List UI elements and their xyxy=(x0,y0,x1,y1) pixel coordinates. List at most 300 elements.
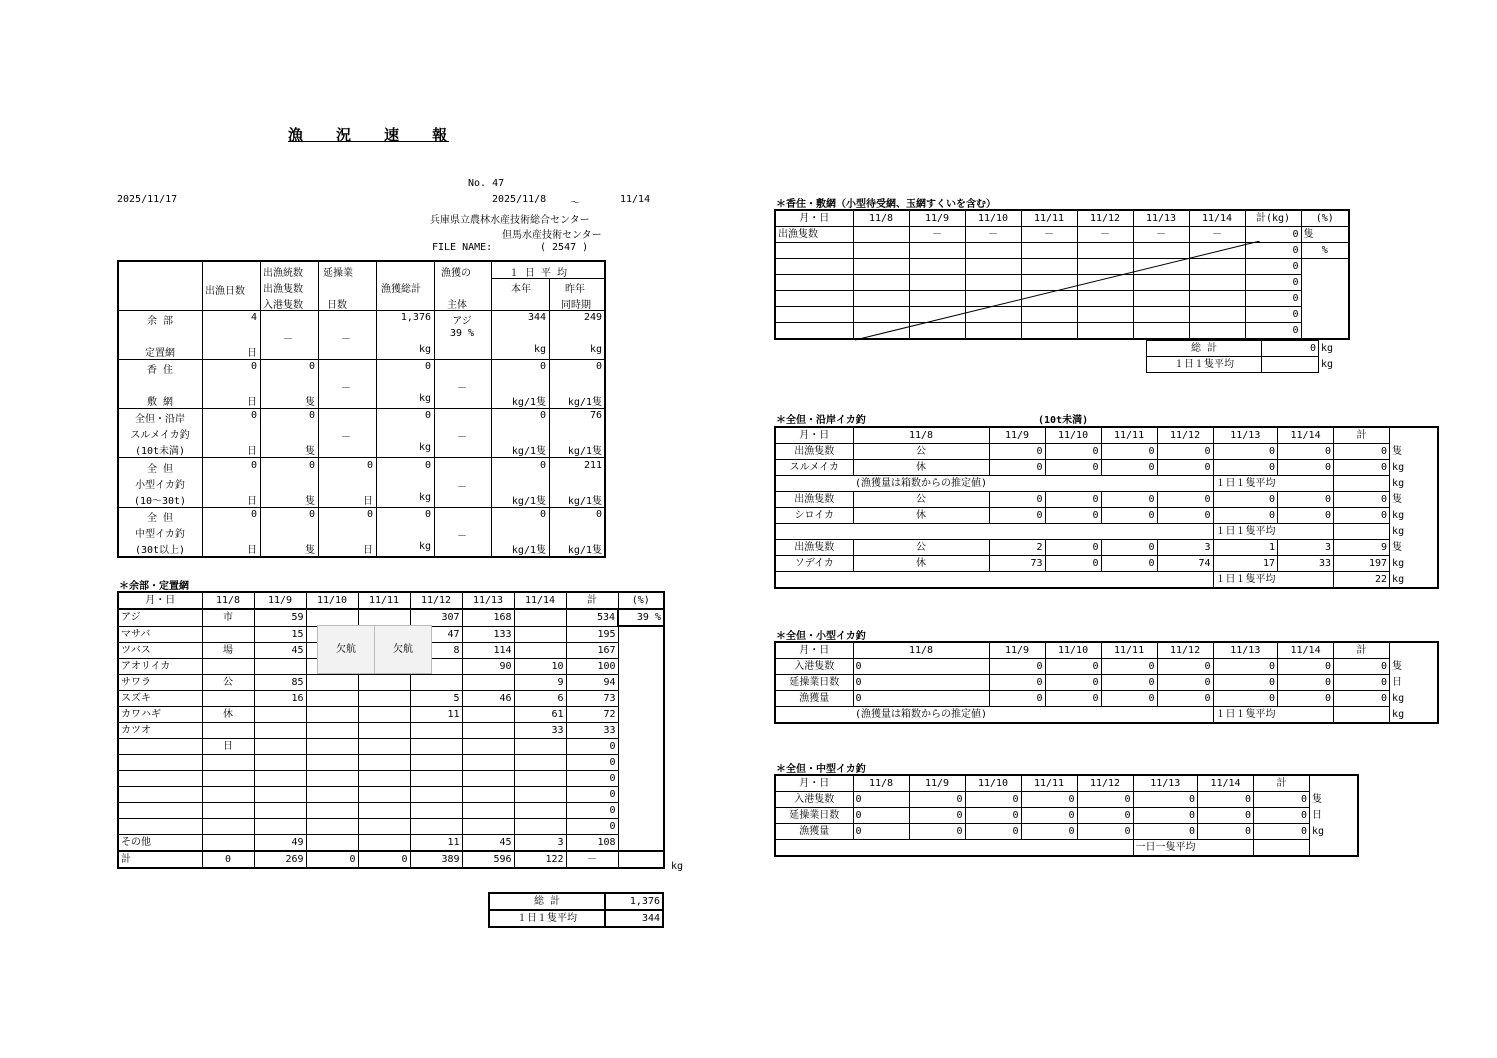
data-cell: 534 xyxy=(566,609,618,626)
data-cell: 0 xyxy=(1045,675,1101,691)
data-cell xyxy=(618,754,664,770)
note: (漁獲量は箱数からの推定値) xyxy=(855,478,988,489)
table-row xyxy=(775,691,1438,707)
column-header: 11/13 xyxy=(462,592,514,609)
data-cell: 73 xyxy=(566,690,618,706)
data-cell: 0 xyxy=(853,691,989,707)
data-cell: 0 xyxy=(1213,675,1278,691)
row-label: スルメイカ xyxy=(775,460,853,476)
table-row xyxy=(775,824,1358,840)
data-cell: kg xyxy=(1392,693,1405,704)
table-row xyxy=(118,851,664,868)
data-cell: 公 xyxy=(853,492,989,508)
data-cell: 0 xyxy=(1334,675,1390,691)
blank-cell xyxy=(853,572,989,589)
row-label: 漁獲量 xyxy=(775,691,853,707)
data-cell: 0 xyxy=(853,824,909,840)
data-cell: 11 xyxy=(410,834,462,851)
data-cell xyxy=(462,786,514,802)
row-label-2: 中型イカ釣 xyxy=(135,528,185,540)
data-cell: 0 xyxy=(1334,444,1390,460)
data-cell: 0 xyxy=(1198,808,1254,824)
data-cell xyxy=(618,722,664,738)
coastal-table xyxy=(774,426,1439,589)
species-name: アジ xyxy=(118,609,202,626)
row-label-2: スルメイカ釣 xyxy=(130,430,190,442)
table-row xyxy=(775,508,1438,524)
column-header: 11/11 xyxy=(1021,775,1077,792)
data-cell: 168 xyxy=(462,609,514,626)
last-year-value: 211 xyxy=(583,459,602,471)
column-header: 11/9 xyxy=(254,592,306,609)
main-species: － xyxy=(457,383,467,395)
row-label-3: (10t未満) xyxy=(134,446,186,458)
column-header: 11/14 xyxy=(1278,642,1334,659)
blank-cell xyxy=(1021,840,1077,857)
data-cell: 0 xyxy=(1278,508,1334,524)
data-cell: 0 xyxy=(1101,508,1157,524)
main-species: － xyxy=(457,432,467,444)
file-value: ( 2547 ) xyxy=(540,242,589,253)
data-cell: － xyxy=(1021,227,1077,243)
col-avg: １ 日 平 均 xyxy=(509,268,568,279)
column-header: 11/13 xyxy=(1213,642,1278,659)
data-cell: 休 xyxy=(202,706,254,722)
table-row xyxy=(118,770,664,786)
report-number: No. 47 xyxy=(468,178,505,189)
column-header: 11/9 xyxy=(989,427,1045,444)
data-cell: 0 xyxy=(1133,792,1198,808)
this-year-unit: kg xyxy=(533,344,546,355)
data-cell xyxy=(514,786,566,802)
total-value: 1,376 xyxy=(400,312,431,323)
data-cell: 0 xyxy=(853,808,909,824)
blank-cell xyxy=(989,707,1045,724)
data-cell xyxy=(254,658,306,674)
last-year-unit: kg/1隻 xyxy=(567,446,602,458)
summary-row xyxy=(119,310,604,360)
species-name xyxy=(118,802,202,818)
col-main-bot: 主体 xyxy=(447,300,467,311)
data-cell xyxy=(202,690,254,706)
data-cell: － xyxy=(566,851,618,868)
data-cell xyxy=(358,834,410,851)
data-cell: 日 xyxy=(1392,677,1403,688)
data-cell: 0 xyxy=(1021,808,1077,824)
data-cell xyxy=(202,658,254,674)
header-row xyxy=(118,592,664,609)
data-cell xyxy=(462,738,514,754)
data-cell: 0 xyxy=(989,508,1045,524)
column-header: 計 xyxy=(566,592,618,609)
data-cell: 33 xyxy=(566,722,618,738)
total-unit: kg xyxy=(418,393,431,405)
data-cell: 133 xyxy=(462,626,514,642)
days-value: 0 xyxy=(250,361,257,373)
kasumi-total xyxy=(1146,340,1336,373)
summary-row xyxy=(119,408,604,458)
avg-row xyxy=(775,840,1358,857)
data-cell xyxy=(202,786,254,802)
data-cell: 0 xyxy=(202,851,254,868)
blank-cell xyxy=(775,840,853,857)
blank-cell xyxy=(1045,524,1101,540)
blank-cell xyxy=(775,307,853,323)
row-label: 漁獲量 xyxy=(775,824,853,840)
blank-cell xyxy=(965,840,1021,857)
data-cell: 日 xyxy=(1312,810,1322,821)
data-cell: 16 xyxy=(254,690,306,706)
column-header: 月・日 xyxy=(775,775,853,792)
data-cell: 出漁隻数 xyxy=(775,227,853,243)
data-cell: 8 xyxy=(410,642,462,658)
row-label-1: 全 但 xyxy=(146,512,174,524)
row-label-1: 余 部 xyxy=(146,316,174,327)
blank-cell xyxy=(853,840,909,857)
data-cell xyxy=(306,722,358,738)
data-cell: 0 xyxy=(1157,460,1213,476)
blank-cell xyxy=(1045,572,1101,589)
last-year-value: 249 xyxy=(583,312,602,323)
data-cell: － xyxy=(1133,227,1189,243)
table-row xyxy=(118,722,664,738)
days-value: 0 xyxy=(250,508,257,520)
avg-value xyxy=(1254,840,1310,857)
column-header: 11/12 xyxy=(1157,427,1213,444)
avg-label: １日１隻平均 xyxy=(1213,707,1278,724)
days-value: 4 xyxy=(250,312,257,323)
data-cell xyxy=(618,786,664,802)
species-name: スズキ xyxy=(118,690,202,706)
data-cell xyxy=(514,802,566,818)
data-cell: 72 xyxy=(566,706,618,722)
data-cell: 94 xyxy=(566,674,618,690)
column-header: 11/8 xyxy=(853,775,909,792)
data-cell: 場 xyxy=(202,642,254,658)
data-cell xyxy=(462,706,514,722)
table-row xyxy=(775,460,1438,476)
data-cell xyxy=(618,706,664,722)
avg-value xyxy=(1334,476,1390,492)
col-boats-mid: 出漁隻数 xyxy=(263,284,303,295)
column-header: 11/8 xyxy=(853,427,989,444)
avg-label: １日１隻平均 xyxy=(489,910,605,927)
data-cell: 0 xyxy=(1101,675,1157,691)
table-row xyxy=(118,706,664,722)
table-row xyxy=(775,540,1438,556)
data-cell: 9 xyxy=(514,674,566,690)
data-cell: 3 xyxy=(1278,540,1334,556)
col-boats-bot: 入港隻数 xyxy=(263,300,303,311)
data-cell xyxy=(618,626,664,642)
data-cell: 11 xyxy=(410,706,462,722)
data-cell: 0 xyxy=(853,659,989,675)
data-cell xyxy=(462,802,514,818)
grand-total-label: 総 計 xyxy=(489,893,605,910)
column-header: 11/12 xyxy=(410,592,462,609)
blank-cell xyxy=(1157,572,1213,589)
data-cell: 0 xyxy=(989,659,1045,675)
data-cell xyxy=(618,658,664,674)
column-header: 11/12 xyxy=(1157,642,1213,659)
data-cell: 45 xyxy=(254,642,306,658)
species-name xyxy=(118,786,202,802)
data-cell: 0 xyxy=(1334,460,1390,476)
data-cell xyxy=(254,754,306,770)
blank-cell xyxy=(989,524,1045,540)
this-year-unit: kg/1隻 xyxy=(511,446,546,458)
data-cell: － xyxy=(965,227,1021,243)
row-label: 出漁隻数 xyxy=(775,444,853,460)
column-header: 11/9 xyxy=(909,775,965,792)
data-cell xyxy=(410,738,462,754)
last-year-value: 0 xyxy=(595,361,602,373)
blank-cell xyxy=(853,524,989,540)
data-cell: 休 xyxy=(853,460,989,476)
data-cell: 0 xyxy=(1245,259,1301,275)
total-value: 0 xyxy=(424,459,431,471)
column-header: 月・日 xyxy=(775,642,853,659)
total-unit: kg xyxy=(418,491,431,503)
last-year-unit: kg/1隻 xyxy=(567,397,602,409)
data-cell xyxy=(358,818,410,834)
avg-unit: kg xyxy=(1321,359,1334,370)
data-cell: － xyxy=(909,227,965,243)
data-cell xyxy=(358,609,410,626)
data-cell xyxy=(254,786,306,802)
avg-label: １日１隻平均 xyxy=(1213,524,1278,540)
data-cell xyxy=(514,770,566,786)
column-header: 11/10 xyxy=(965,210,1021,227)
column-header: 11/8 xyxy=(202,592,254,609)
data-cell: 0 xyxy=(853,792,909,808)
column-header: 月・日 xyxy=(118,592,202,609)
boats-unit: 隻 xyxy=(305,544,315,556)
kekko-11-10: 欠航 xyxy=(317,625,375,674)
data-cell: 0 xyxy=(1245,243,1301,259)
data-cell: 0 xyxy=(1157,508,1213,524)
avg-label-cont xyxy=(1278,476,1334,492)
blank-cell xyxy=(1157,524,1213,540)
data-cell: 0 xyxy=(1157,444,1213,460)
data-cell xyxy=(514,642,566,658)
data-cell: 0 xyxy=(1045,492,1101,508)
column-header: 11/10 xyxy=(1045,427,1101,444)
data-cell: 2 xyxy=(989,540,1045,556)
data-cell xyxy=(410,674,462,690)
data-cell: 公 xyxy=(853,540,989,556)
this-year-value: 0 xyxy=(539,361,546,373)
blank-cell xyxy=(1301,275,1349,291)
data-cell xyxy=(306,786,358,802)
kasumi-diagonal-line xyxy=(855,241,1261,341)
table-row xyxy=(775,675,1438,691)
data-cell: 0 xyxy=(1278,444,1334,460)
last-year-value: 0 xyxy=(595,508,602,520)
blank-cell xyxy=(775,476,853,492)
data-cell: 0 xyxy=(989,492,1045,508)
data-cell xyxy=(410,722,462,738)
column-header: 11/8 xyxy=(853,210,909,227)
data-cell: 0 xyxy=(965,808,1021,824)
days-value: 0 xyxy=(250,410,257,422)
total-value: 0 xyxy=(424,410,431,422)
data-cell: 0 xyxy=(909,792,965,808)
data-cell xyxy=(462,722,514,738)
ext-value: － xyxy=(341,334,351,345)
col-last-top: 昨年 xyxy=(565,284,585,295)
data-cell: 389 xyxy=(410,851,462,868)
column-header: 11/10 xyxy=(1045,642,1101,659)
species-name: 計 xyxy=(118,851,202,868)
this-year-value: 0 xyxy=(539,459,546,471)
ext-unit: 日 xyxy=(363,544,373,556)
boats-value: 0 xyxy=(308,459,315,471)
data-cell: 0 xyxy=(1101,691,1157,707)
data-cell: 0 xyxy=(1213,659,1278,675)
data-cell xyxy=(618,690,664,706)
table-row xyxy=(775,808,1358,824)
period-end: 11/14 xyxy=(620,194,651,205)
blank-cell xyxy=(1045,476,1101,492)
blank-cell xyxy=(775,707,853,724)
row-label: 入港隻数 xyxy=(775,792,853,808)
avg-label: １日１隻平均 xyxy=(1213,476,1278,492)
data-cell xyxy=(618,851,664,868)
data-cell: 197 xyxy=(1334,556,1390,572)
page-title: 漁 況 速 報 xyxy=(288,126,450,144)
data-cell: 9 xyxy=(1334,540,1390,556)
row-label-3: (30t以上) xyxy=(134,544,186,556)
data-cell: 0 xyxy=(965,792,1021,808)
summary-row xyxy=(119,359,604,409)
data-cell: 0 xyxy=(566,754,618,770)
blank-cell xyxy=(1157,707,1213,724)
data-cell: 596 xyxy=(462,851,514,868)
data-cell: 3 xyxy=(514,834,566,851)
data-cell: 90 xyxy=(462,658,514,674)
column-header: 計 xyxy=(1334,642,1390,659)
row-label: 出漁隻数 xyxy=(775,540,853,556)
column-header: 月・日 xyxy=(775,427,853,444)
avg-label: 一日一隻平均 xyxy=(1133,840,1198,857)
column-header: 11/12 xyxy=(1077,210,1133,227)
blank-cell xyxy=(1101,707,1157,724)
blank-cell xyxy=(1101,476,1157,492)
avg-unit: kg xyxy=(1392,708,1405,720)
table-row xyxy=(118,738,664,754)
kekko-11-11: 欠航 xyxy=(374,625,432,674)
data-cell: 隻 xyxy=(1392,542,1403,553)
data-cell: 0 xyxy=(1045,659,1101,675)
data-cell: 49 xyxy=(254,834,306,851)
data-cell: 0 xyxy=(1021,792,1077,808)
data-cell: 0 xyxy=(566,818,618,834)
species-name: ツバス xyxy=(118,642,202,658)
main-species: － xyxy=(457,481,467,493)
data-cell: 0 xyxy=(1021,824,1077,840)
ext-value: 0 xyxy=(366,459,373,471)
blank-cell xyxy=(1101,572,1157,589)
species-name: カワハギ xyxy=(118,706,202,722)
column-header: (%) xyxy=(1301,210,1349,227)
data-cell: 0 xyxy=(1045,691,1101,707)
data-cell: 195 xyxy=(566,626,618,642)
data-cell: 269 xyxy=(254,851,306,868)
boats-value: 0 xyxy=(308,361,315,373)
data-cell: 隻 xyxy=(1392,446,1403,457)
data-cell: 1 xyxy=(1213,540,1278,556)
blank-cell xyxy=(1301,259,1349,275)
data-cell xyxy=(254,818,306,834)
summary-row xyxy=(119,458,604,508)
data-cell: 市 xyxy=(202,609,254,626)
col-last-bot: 同時期 xyxy=(561,300,591,311)
data-cell xyxy=(202,754,254,770)
blank-cell xyxy=(1310,775,1358,792)
data-cell: 0 xyxy=(566,738,618,754)
col-ext-bot: 日数 xyxy=(327,300,347,311)
table-row xyxy=(118,754,664,770)
data-cell: 0 xyxy=(1254,824,1310,840)
total-value: 0 xyxy=(424,361,431,373)
blank-cell xyxy=(775,323,853,340)
data-cell xyxy=(202,770,254,786)
column-header: 11/10 xyxy=(965,775,1021,792)
total-value: 0 xyxy=(1262,341,1319,357)
blank-cell xyxy=(1301,307,1349,323)
avg-unit: kg xyxy=(1392,526,1405,537)
data-cell xyxy=(306,770,358,786)
last-year-unit: kg/1隻 xyxy=(567,544,602,556)
ext-value: 0 xyxy=(366,508,373,520)
data-cell: 隻 xyxy=(1392,661,1403,672)
data-cell: 0 xyxy=(1213,460,1278,476)
row-label: 延操業日数 xyxy=(775,675,853,691)
total-value: 0 xyxy=(424,508,431,520)
last-year-unit: kg/1隻 xyxy=(567,495,602,507)
data-cell: 0 xyxy=(1101,460,1157,476)
data-cell: 0 xyxy=(1245,291,1301,307)
data-cell xyxy=(410,802,462,818)
data-cell: 47 xyxy=(410,626,462,642)
data-cell xyxy=(618,674,664,690)
blank-cell xyxy=(1045,707,1101,724)
data-cell xyxy=(358,690,410,706)
col-total: 漁獲総計 xyxy=(381,284,421,295)
data-cell: 59 xyxy=(254,609,306,626)
column-header: 11/8 xyxy=(853,642,989,659)
data-cell xyxy=(306,754,358,770)
boats-unit: 隻 xyxy=(305,495,315,507)
blank-cell xyxy=(1301,323,1349,340)
data-cell xyxy=(306,818,358,834)
data-cell: kg xyxy=(1392,510,1405,521)
data-cell: 休 xyxy=(853,556,989,572)
data-cell: 0 xyxy=(1045,556,1101,572)
data-cell: 73 xyxy=(989,556,1045,572)
coastal-subtitle: (10t未満) xyxy=(1038,415,1089,426)
data-cell: 0 xyxy=(909,808,965,824)
table-row xyxy=(118,690,664,706)
days-unit: 日 xyxy=(247,495,257,507)
data-cell xyxy=(514,818,566,834)
data-cell: 10 xyxy=(514,658,566,674)
blank-cell xyxy=(989,476,1045,492)
column-header: 11/9 xyxy=(989,642,1045,659)
table-row xyxy=(118,834,664,851)
header-row xyxy=(775,427,1438,444)
